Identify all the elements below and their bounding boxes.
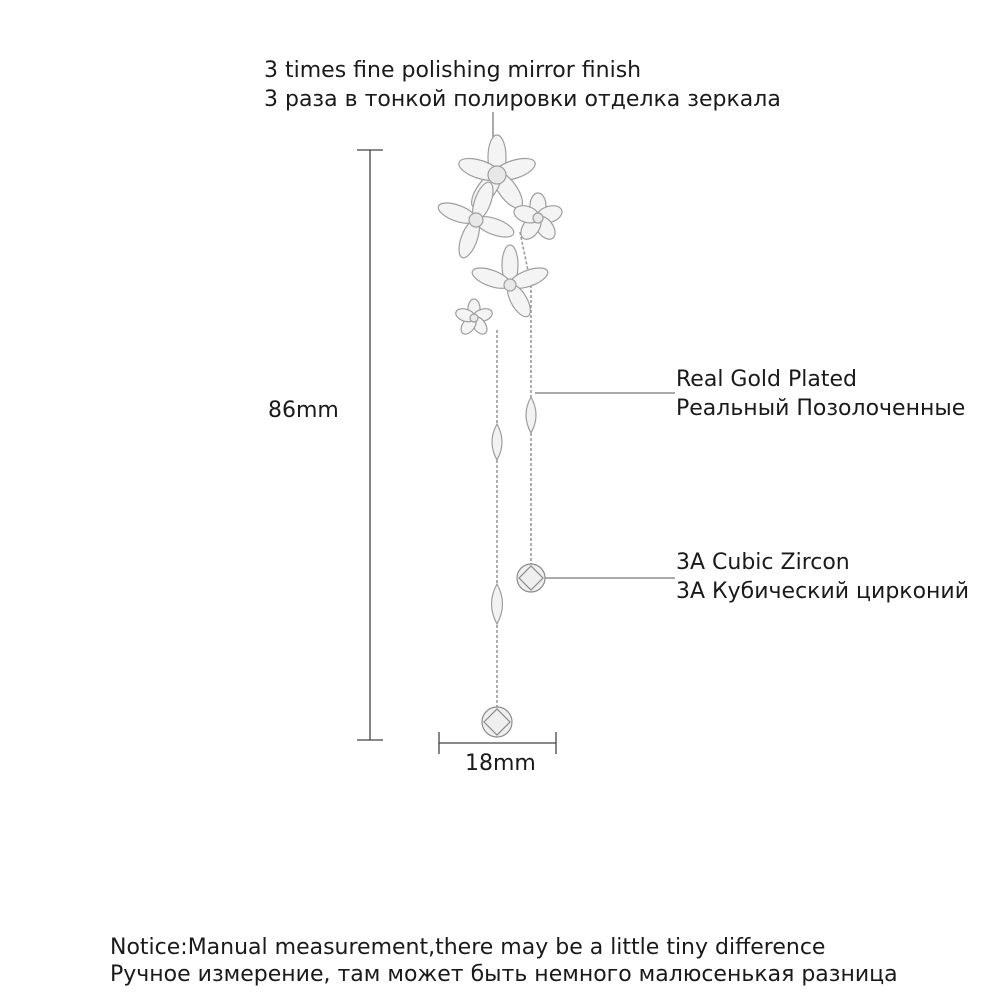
height-measurement: 86mm: [268, 398, 339, 423]
gold-plated-annotation: [676, 365, 965, 423]
width-measurement: 18mm: [465, 751, 536, 776]
gold-plated-text-ru: Реальный Позолоченные: [676, 396, 966, 421]
cubic-zircon-text-ru: 3A Кубический цирконий: [676, 579, 970, 604]
gold-plated-text-en: Real Gold Plated: [676, 367, 857, 392]
notice-text-ru: Ручное измерение, там может быть немного малюсенькая разница: [110, 962, 898, 987]
measurement-notice: [110, 934, 898, 988]
round-zircon-stones: [482, 564, 545, 737]
cubic-zircon-text-en: 3A Cubic Zircon: [676, 550, 850, 575]
mirror-finish-text-ru: 3 раза в тонкой полировки отделка зеркала: [264, 87, 781, 112]
leader-lines: [493, 112, 675, 578]
cubic-zircon-annotation: [676, 548, 969, 606]
mirror-finish-annotation: [264, 56, 781, 114]
height-dimension-line: [357, 150, 383, 740]
mirror-finish-text-en: 3 times fine polishing mirror finish: [264, 58, 642, 83]
flower-cluster: [436, 135, 565, 337]
notice-text-en: Notice:Manual measurement,there may be a little tiny difference: [110, 935, 826, 960]
